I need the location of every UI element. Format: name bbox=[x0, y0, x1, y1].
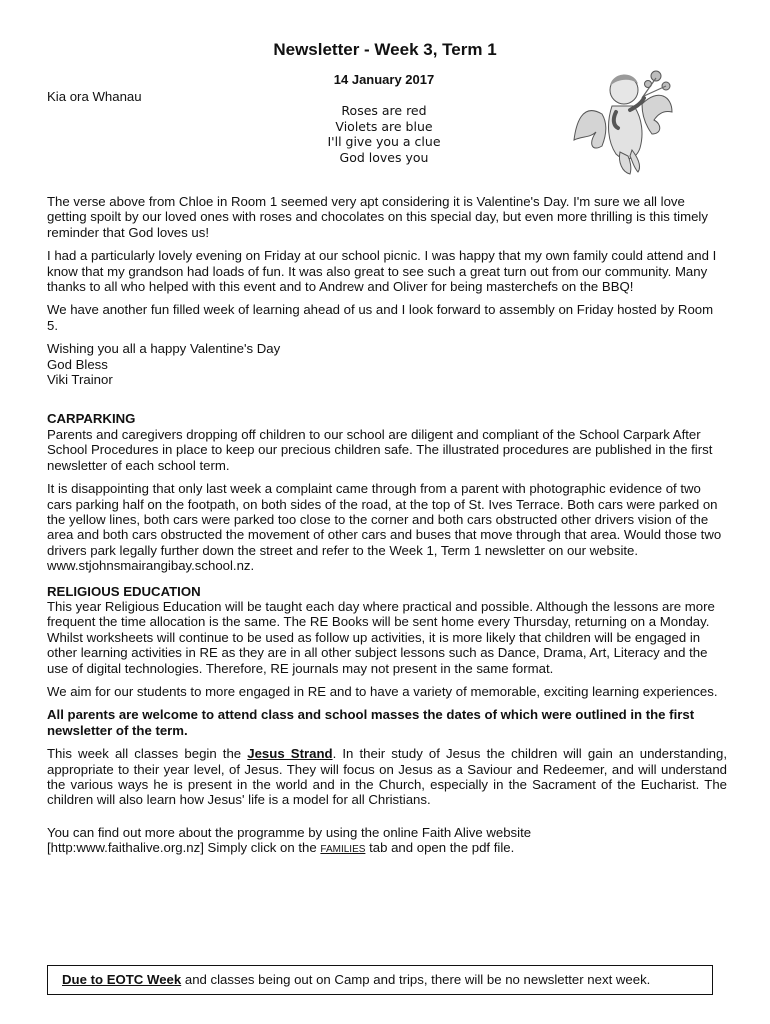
signoff-line: Wishing you all a happy Valentine's Day bbox=[47, 341, 281, 357]
newsletter-date: 14 January 2017 bbox=[333, 72, 435, 87]
poem-line: I'll give you a clue bbox=[327, 134, 441, 149]
faith-alive-paragraph: You can find out more about the programme by using the online Faith Alive website [http:www.faithalive.org.nz] Simply click on the FAMILIES tab and open the pdf file. bbox=[47, 824, 532, 856]
poem-line: Violets are blue bbox=[335, 118, 433, 134]
intro-paragraph: I had a particularly lovely evening on Friday at our school picnic. I was happy that my own family could attend and I know that my grandson had loads of fun. It was also great to see such a great turn out from our community. Many thanks to all who helped with this event and to Andrew and Oliver for being masterchefs on the BBQ! bbox=[47, 248, 717, 295]
eotc-notice: Due to EOTC Week and classes being out on Camp and trips, there will be no newsletter next week. bbox=[62, 972, 651, 987]
intro-paragraph: The verse above from Chloe in Room 1 seemed very apt considering it is Valentine's Day. I'm sure we all love getting spoilt by our loved ones with roses and chocolates on this special day, but even more thrilling is this timely reminder that God loves us! bbox=[47, 194, 708, 240]
religious-paragraph: This year Religious Education will be taught each day where practical and possible. Although the lessons are more frequent the time allocation is the same. The RE Books will be sent home every Thursday, returning on a Monday. Whilst worksheets will continue to be used as follow up activities, it is more likely that children will be engaged in other learning activities in RE as they are in all other subject lessons such as Dance, Drama, Art, Literacy and the use of digital technologies. Therefore, RE journals may not present in the same format. bbox=[47, 598, 715, 676]
greeting: Kia ora Whanau bbox=[47, 89, 142, 104]
carparking-paragraph: It is disappointing that only last week a complaint came through from a parent with photographic evidence of two cars parking half on the footpath, on both sides of the road, at the top of St. Ives Terrace. Both cars were parked on the yellow lines, both cars were parked too close to the corner and both cars obstructed other drivers vision of the area and both cars obstructed the movement of other cars and buses that move through that area. Would those two drivers park legally further down the street and refer to the Week 1, Term 1 newsletter on our website. www.stjohnsmairangibay.school.nz. bbox=[47, 481, 722, 574]
poem bbox=[244, 103, 524, 165]
poem-line: Roses are red bbox=[341, 103, 427, 118]
cherub-wing-left bbox=[574, 111, 606, 148]
families-tab-label: FAMILIES bbox=[320, 844, 366, 856]
signoff bbox=[47, 341, 727, 387]
jesus-strand-paragraph: This week all classes begin the Jesus Strand. In their study of Jesus the children will gain an understanding, appropriate to their year level, of Jesus. They will focus on Jesus as a Saviour and Redeemer, and will understand the various ways he is present in the world and in the Church, especially in the Sacrament of the Eucharist. The children will also learn how Jesus' life is a model for all Christians. bbox=[47, 746, 727, 808]
newsletter-body bbox=[47, 194, 727, 858]
newsletter-title: Newsletter - Week 3, Term 1 bbox=[273, 40, 497, 59]
carparking-heading: CARPARKING bbox=[47, 411, 136, 427]
signoff-line: God Bless bbox=[47, 356, 108, 372]
religious-masses-notice: All parents are welcome to attend class and school masses the dates of which were outlined in the first newsletter of the term. bbox=[47, 707, 695, 738]
religious-paragraph: We aim for our students to more engaged in RE and to have a variety of memorable, exciting learning experiences. bbox=[47, 683, 718, 699]
carparking-paragraph: Parents and caregivers dropping off children to our school are diligent and compliant of the School Carpark After School Procedures in place to keep our precious children safe. The illustrated procedures are published in the first newsletter of each school term. bbox=[47, 426, 713, 473]
eotc-notice-bold: Due to EOTC Week bbox=[62, 972, 182, 987]
intro-paragraph: We have another fun filled week of learning ahead of us and I look forward to assembly on Friday hosted by Room 5. bbox=[47, 302, 714, 333]
cherub-wing-right bbox=[642, 95, 672, 134]
religious-heading: RELIGIOUS EDUCATION bbox=[47, 583, 201, 599]
cherub-illustration bbox=[572, 62, 674, 178]
jesus-strand-label: Jesus Strand bbox=[247, 746, 333, 762]
signoff-name: Viki Trainor bbox=[47, 372, 113, 388]
eotc-notice-box bbox=[47, 965, 713, 995]
flower bbox=[651, 71, 661, 81]
poem-line: God loves you bbox=[339, 149, 429, 165]
